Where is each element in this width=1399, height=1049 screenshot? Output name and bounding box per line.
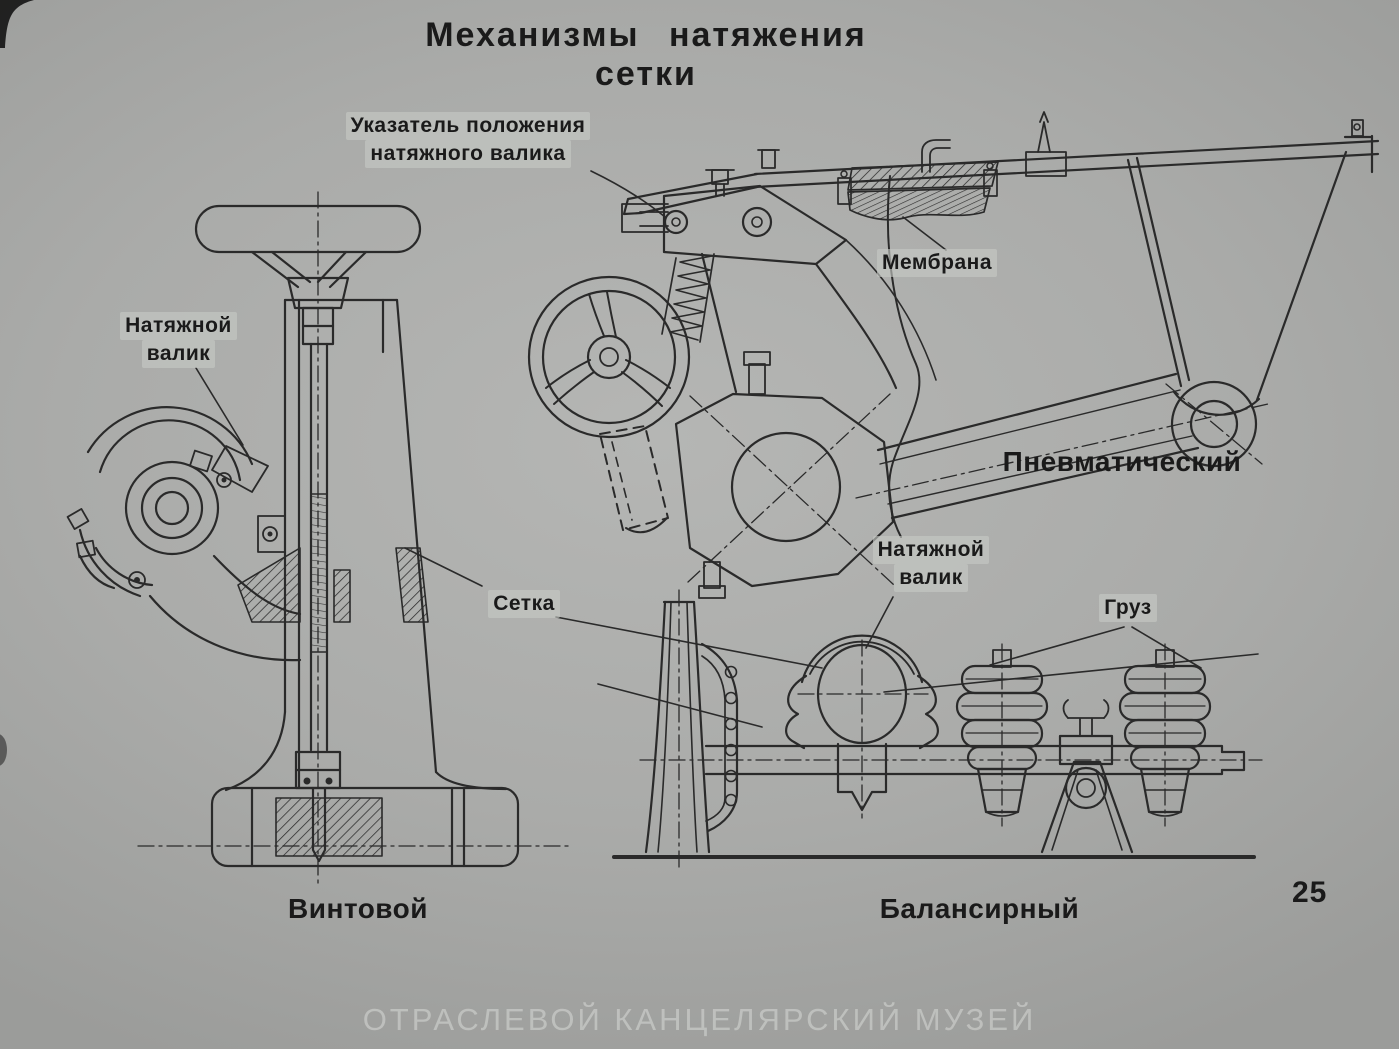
mechanism-name-screw: Винтовой [288,893,428,924]
film-edge-nick [0,734,7,766]
balance-mechanism-drawing [614,590,1262,872]
callout-line: Указатель положения [346,112,591,140]
pneumatic-mechanism-drawing [529,112,1378,598]
page-number: 25 [1292,876,1328,909]
callout-tension-roller-balance [856,536,1006,592]
callout-membrane [872,249,1002,277]
mechanism-name-balance: Балансирный [879,893,1080,924]
screw-mechanism-drawing [68,192,568,884]
callout-line: Мембрана [877,249,997,277]
watermark: ОТРАСЛЕВОЙ КАНЦЕЛЯРСКИЙ МУЗЕЙ [362,1002,1037,1037]
callout-line: Груз [1099,594,1157,622]
callout-tension-roller-screw [106,312,251,368]
callout-line: валик [894,564,968,592]
film-corner [0,0,34,48]
callout-line: Натяжной [873,536,990,564]
callout-line: Сетка [488,590,560,618]
callout-line: натяжного валика [365,140,570,168]
callout-roller-position-indicator [328,112,608,168]
callout-line: валик [142,340,216,368]
callout-weight [1088,594,1168,622]
callout-line: Натяжной [120,312,237,340]
page-title: Механизмы натяжения сетки [425,16,867,93]
mechanism-name-pneumatic: Пневматический [1002,446,1242,477]
callout-mesh [483,590,565,618]
